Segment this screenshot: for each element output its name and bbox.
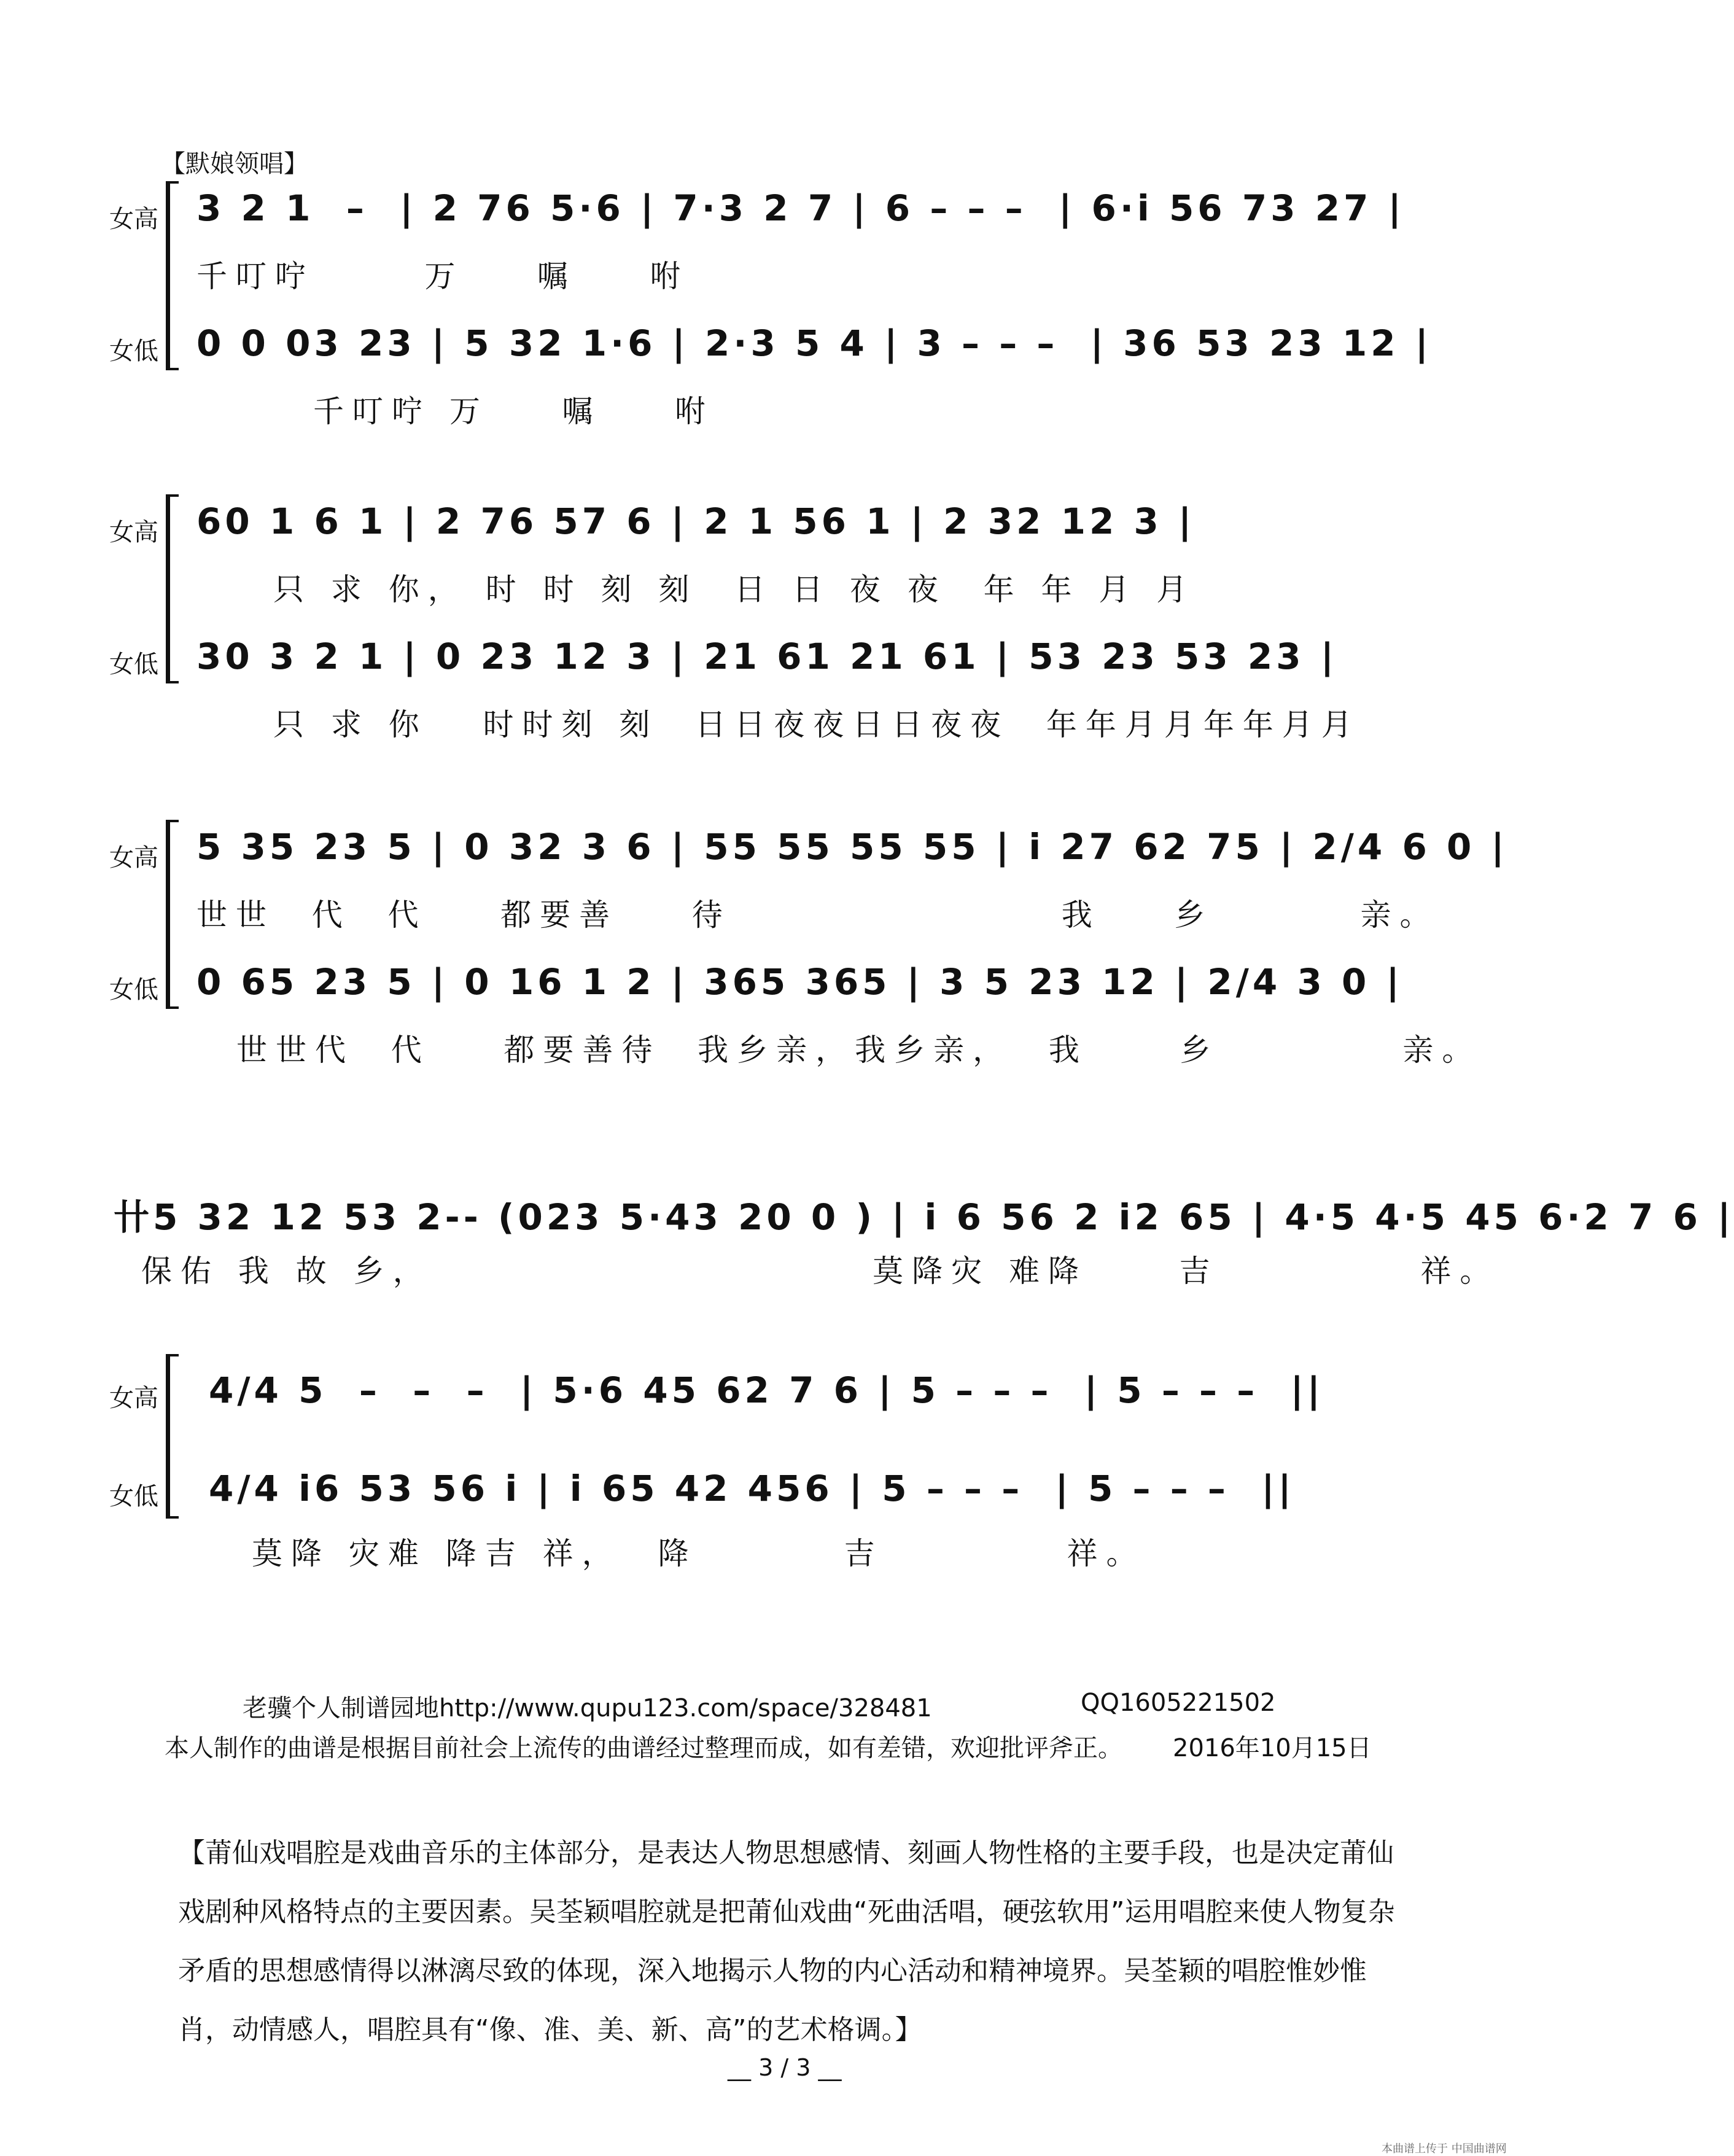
alto-notes: 30 3 2 1 | 0 23 12 3 | 21 61 21 61 | 53 23 53 23 | [196, 636, 1338, 677]
system-bracket [166, 820, 179, 1009]
soprano-label: 女高 [109, 1384, 158, 1412]
system-bracket [166, 181, 179, 370]
alto-lyrics: 莫降 灾难 降吉 祥， 降 吉 祥。 [252, 1536, 1146, 1571]
alto-label: 女低 [109, 976, 158, 1004]
alto-label: 女低 [109, 337, 158, 365]
footer-date: 2016年10月15日 [1173, 1734, 1372, 1762]
solo-lyrics: 保佑 我 故 乡， 莫降灾 难降 吉 祥。 [141, 1253, 1499, 1289]
soprano-label: 女高 [109, 205, 158, 233]
soprano-lyrics: 世世 代 代 都要善 待 我 乡 亲。 [196, 897, 1439, 933]
lead-singer-label: 【默娘领唱】 [161, 150, 308, 178]
alto-notes: 0 0 03 23 | 5 32 1·6 | 2·3 5 4 | 3 – – – | 36 53 23 12 | [196, 322, 1432, 364]
soprano-label: 女高 [109, 844, 158, 872]
footer-qq: QQ1605221502 [1081, 1689, 1276, 1717]
alto-notes: 4/4 i6 53 56 i | i 65 42 456 | 5 – – – | 5 – – – || [209, 1468, 1295, 1509]
soprano-notes: 4/4 5 – – – | 5·6 45 62 7 6 | 5 – – – | 5 – – – || [209, 1369, 1324, 1411]
system-bracket [166, 494, 179, 683]
alto-lyrics: 世世代 代 都要善待 我乡亲，我乡亲， 我 乡 亲。 [236, 1032, 1482, 1068]
solo-notes: 卄5 32 12 53 2-- (023 5·43 20 0 ) | i 6 56 2 i2 65 | 4·5 4·5 45 6·2 7 6 | [114, 1196, 1734, 1238]
soprano-notes: 5 35 23 5 | 0 32 3 6 | 55 55 55 55 | i 27 62 75 | 2/4 6 0 | [196, 826, 1508, 868]
watermark: 本曲谱上传于 中国曲谱网 [1382, 2142, 1507, 2155]
soprano-lyrics: 千叮咛 万 嘱 咐 [196, 259, 690, 294]
soprano-label: 女高 [109, 518, 158, 547]
alto-label: 女低 [109, 1482, 158, 1511]
soprano-notes: 3 2 1 – | 2 76 5·6 | 7·3 2 7 | 6 – – – | 6·i 56 73 27 | [196, 187, 1405, 229]
soprano-lyrics: 只 求 你， 时 时 刻 刻 日 日 夜 夜 年 年 月 月 [273, 572, 1196, 607]
alto-lyrics: 千叮咛 万 嘱 咐 [313, 394, 715, 429]
description-paragraph: 【莆仙戏唱腔是戏曲音乐的主体部分，是表达人物思想感情、刻画人物性格的主要手段，也是决定莆仙戏剧种风格特点的主要因素。吴荃颖唱腔就是把莆仙戏曲“死曲活唱，硬弦软用”运用唱腔来使人物复杂矛盾的思想感情得以淋漓尽致的体现，深入地揭示人物的内心活动和精神境界。吴荃颖的唱腔惟妙惟肖，动情感人，唱腔具有“像、准、美、新、高”的艺术格调。】 [178, 1837, 1395, 2045]
alto-label: 女低 [109, 650, 158, 679]
system-bracket [166, 1354, 179, 1519]
footer-site: 老骥个人制谱园地http://www.qupu123.com/space/328481 [243, 1694, 932, 1722]
alto-notes: 0 65 23 5 | 0 16 1 2 | 365 365 | 3 5 23 12 | 2/4 3 0 | [196, 961, 1403, 1003]
page-number: __ 3 / 3 __ [728, 2054, 842, 2081]
footer-disclaimer: 本人制作的曲谱是根据目前社会上流传的曲谱经过整理而成，如有差错，欢迎批评斧正。 [165, 1734, 1122, 1762]
alto-lyrics: 只 求 你 时时刻 刻 日日夜夜日日夜夜 年年月月年年月月 [273, 707, 1361, 742]
soprano-notes: 60 1 6 1 | 2 76 57 6 | 2 1 56 1 | 2 32 12 3 | [196, 500, 1196, 542]
